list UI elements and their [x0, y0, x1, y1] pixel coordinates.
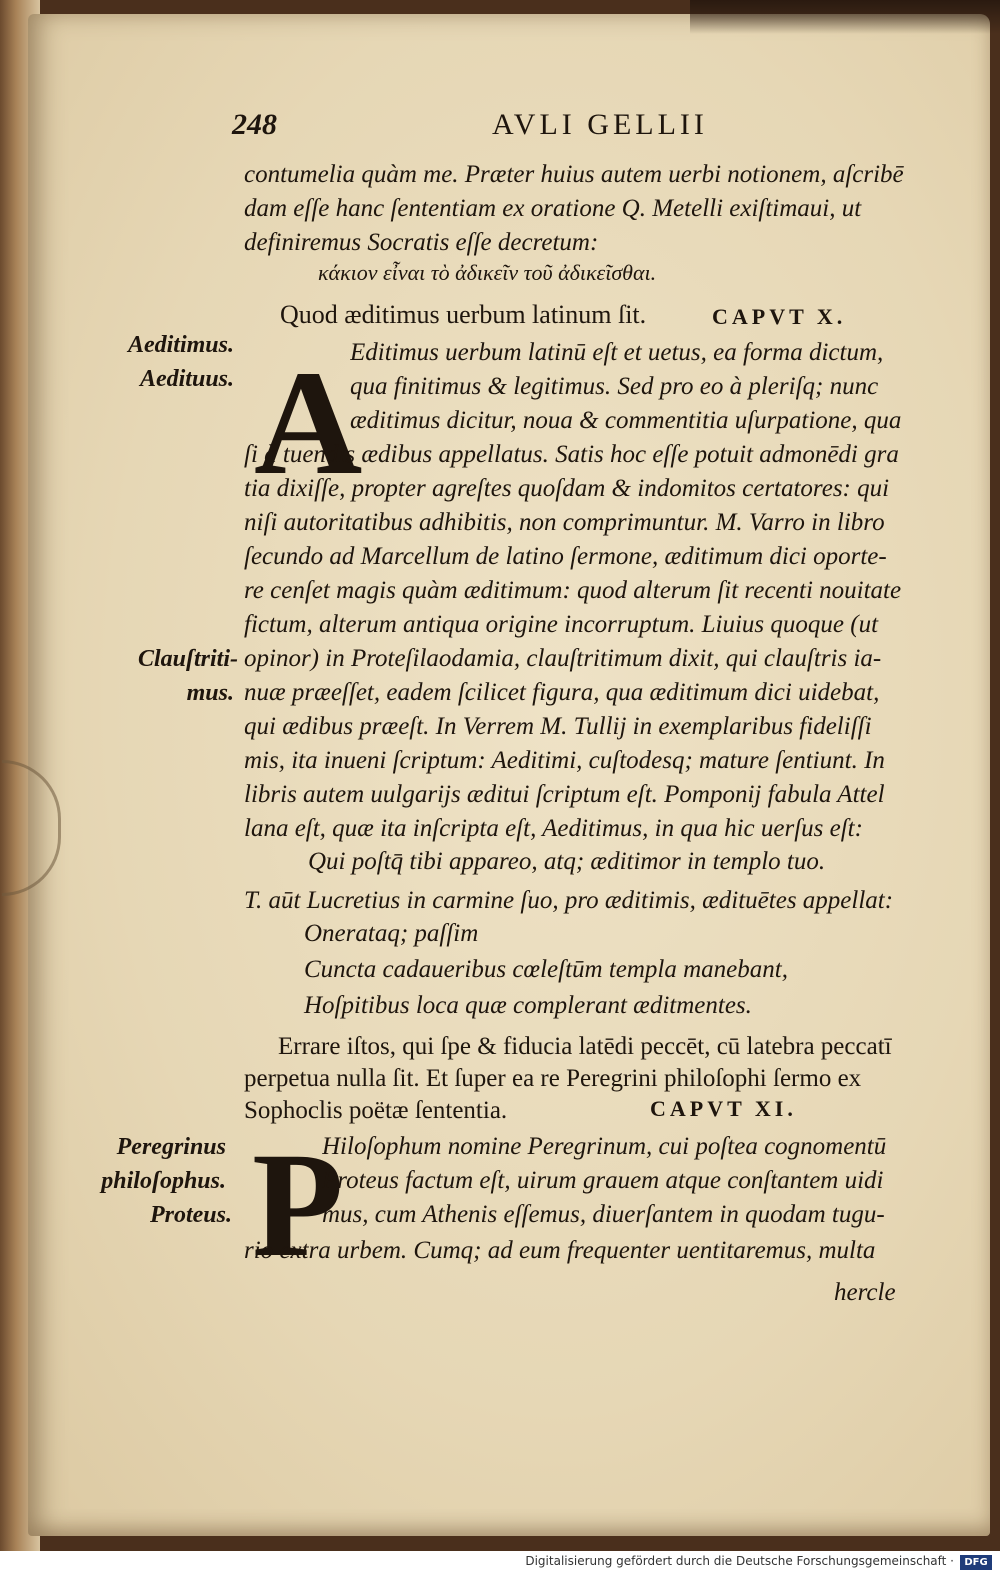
margin-note: Peregrinus — [116, 1134, 226, 1160]
text-line: T. aūt Lucretius in carmine ſuo, pro æditimis, ædituētes appellat: — [244, 887, 894, 914]
text-line: Editimus uerbum latinū eſt et uetus, ea forma dictum, — [350, 339, 884, 366]
text-line: rio extra urbem. Cumq; ad eum frequenter uentitaremus, multa — [244, 1237, 876, 1264]
chapter-xi-title: Errare iſtos, qui ſpe & fiducia latēdi peccēt, cū latebra peccatī — [278, 1033, 892, 1060]
verse-line: Hoſpitibus loca quæ complerant æditmentes. — [304, 992, 752, 1019]
chapter-x-caput: CAPVT X. — [712, 304, 847, 329]
text-line: niſi autoritatibus adhibitis, non comprimuntur. M. Varro in libro — [244, 509, 885, 536]
text-line: lana eſt, quæ ita inſcripta eſt, Aeditimus, in qua hic uerſus eſt: — [244, 815, 863, 842]
margin-note: Aedituus. — [139, 366, 234, 392]
text-line: contumelia quàm me. Præter huius autem uerbi notionem, aſcribē — [244, 161, 904, 188]
margin-note: mus. — [186, 680, 234, 706]
text-line: æditimus dicitur, noua & commentitia uſurpatione, qua — [350, 407, 902, 434]
margin-note: philoſophus. — [101, 1168, 226, 1194]
text-line: qua finitimus & legitimus. Sed pro eo à pleriſq; nunc — [350, 373, 879, 400]
text-line: tia dixiſſe, propter agreſtes quoſdam & indomitos certatores: qui — [244, 475, 890, 502]
margin-note: Clauſtriti- — [137, 646, 238, 672]
dfg-logo: DFG — [960, 1555, 992, 1570]
text-line: re cenſet magis quàm æditimum: quod alterum ſit recenti nouitate — [244, 577, 902, 604]
chapter-xi-title: perpetua nulla ſit. Et ſuper ea re Peregrini philoſophi ſermo ex — [244, 1065, 862, 1092]
text-line: Hiloſophum nomine Peregrinum, cui poſtea cognomentū — [322, 1133, 887, 1160]
verse-line: Cuncta cadaueribus cœleſtūm templa manebant, — [304, 956, 788, 983]
margin-note: Aeditimus. — [127, 332, 234, 358]
text-line: definiremus Socratis eſſe decretum: — [244, 229, 599, 256]
text-line: Proteus factum eſt, uirum grauem atque conſtantem uidi — [322, 1167, 884, 1194]
catchword: hercle — [834, 1279, 896, 1306]
running-head: AVLI GELLII — [492, 108, 708, 141]
verse-line: Onerataq; paſſim — [304, 920, 479, 947]
text-line: dam eſſe hanc ſententiam ex oratione Q. Metelli exiſtimaui, ut — [244, 195, 862, 222]
text-line: ſecundo ad Marcellum de latino ſermone, æditimum dici oporte- — [244, 543, 887, 570]
text-line: ſi à tuendis ædibus appellatus. Satis hoc eſſe potuit admonēdi gra — [244, 441, 899, 468]
margin-note: Proteus. — [149, 1202, 232, 1228]
text-line: nuæ præeſſet, eadem ſcilicet figura, qua æditimum dici uidebat, — [244, 679, 880, 706]
text-line: libris autem uulgarijs æditui ſcriptum eſt. Pomponij fabula Attel — [244, 781, 885, 808]
text-line: mis, ita inueni ſcriptum: Aeditimi, cuſtodesq; mature ſentiunt. In — [244, 747, 885, 774]
page-top-shadow — [690, 0, 1000, 34]
dropcap-a: A — [254, 340, 363, 506]
text-line: opinor) in Proteſilaodamia, clauſtritimum dixit, qui clauſtris ia- — [244, 645, 882, 672]
digitization-credit: Digitalisierung gefördert durch die Deutsche Forschungsgemeinschaft · — [525, 1554, 954, 1568]
chapter-x-title: Quod æditimus uerbum latinum ſit. — [280, 300, 647, 329]
text-line: mus, cum Athenis eſſemus, diuerſantem in quodam tugu- — [322, 1201, 885, 1228]
greek-quote: κάκιον εἶναι τὸ ἀδικεῖν τοῦ ἀδικεῖσθαι. — [318, 260, 657, 285]
dropcap-p: P — [252, 1122, 344, 1288]
text-line: fictum, alterum antiqua origine incorruptum. Liuius quoque (ut — [244, 611, 879, 638]
chapter-xi-caput: CAPVT XI. — [650, 1096, 797, 1121]
verse-line: Qui poſtq̄ tibi appareo, atq; æditimor in templo tuo. — [308, 848, 826, 875]
chapter-xi-title: Sophoclis poëtæ ſententia. — [244, 1097, 508, 1124]
folio-number: 248 — [232, 108, 277, 141]
text-line: qui ædibus præeſt. In Verrem M. Tullij in exemplaribus fideliſſi — [244, 713, 872, 740]
